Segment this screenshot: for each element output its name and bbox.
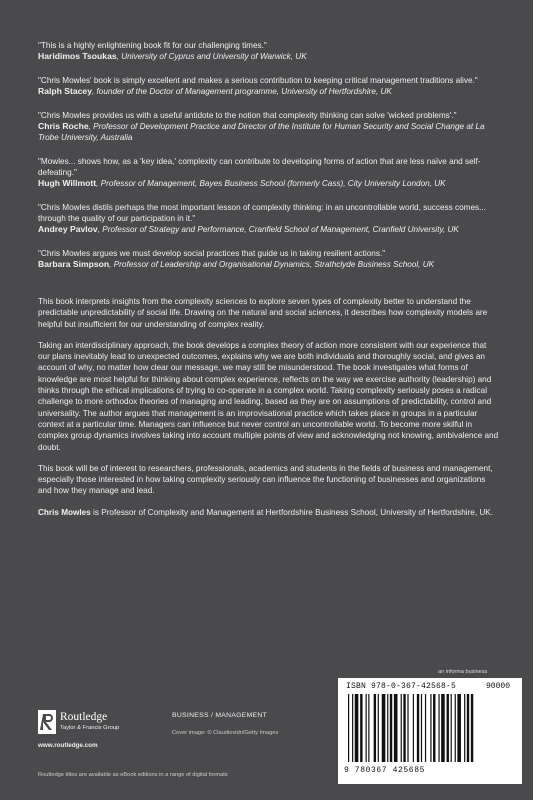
isbn-barcode-box: [338, 678, 522, 784]
isbn-text: [346, 682, 456, 691]
reviewer-name: Chris Roche: [38, 121, 89, 131]
description-paragraph: Taking an interdisciplinary approach, the book develops a complex theory of action more consistent with our experience that our plans inevitably lead to unexpected outcomes, explains why we are both individuals and thoroughly social, and gives an account of why, no matter how clear our message, we may still be misunderstood. The book investigates what forms of knowledge are most helpful for thinking about complex experience, reflects on the way we exercise authority (leadership) and thinks through the ethical implications of trying to co-operate in a complex world. Taking complexity seriously poses a radical challenge to more orthodox theories of managing and leading, based as they are on assumptions of predictability, control and universality. The author argues that management is an improvisational practice which takes place in groups in a particular context at a particular time. Managers can influence but never control an uncontrollable world. To become more skilful in complex group dynamics involves taking into account multiple points of view and acknowledging not knowing, ambivalence and doubt.: [38, 340, 499, 452]
isbn-addon: 90000: [486, 682, 511, 691]
review: [38, 75, 498, 97]
reviewer-name: Ralph Stacey: [38, 86, 92, 96]
review-quote: "Chris Mowles argues we must develop social practices that guide us in taking resilient actions.": [38, 249, 386, 258]
reviewer-affiliation: , University of Cyprus and University of Warwick, UK: [116, 52, 307, 61]
barcode-icon: [346, 694, 514, 768]
routledge-logo: [38, 710, 158, 736]
routledge-mark-icon: [38, 710, 56, 734]
book-category: BUSINESS / MANAGEMENT: [172, 712, 268, 719]
review-quote: "Mowles... shows how, as a 'key idea,' complexity can contribute to developing forms of action that are less naïve and self-defeating.": [38, 157, 481, 177]
reviewer-name: Barbara Simpson: [38, 259, 110, 269]
review-attribution: [38, 178, 498, 189]
review: [38, 248, 498, 270]
informa-tagline: an informa business: [438, 669, 488, 675]
reviewer-name: Hugh Willmott: [38, 178, 97, 188]
review: [38, 110, 498, 143]
reviewer-affiliation: , founder of the Doctor of Management programme, University of Hertfordshire, UK: [91, 87, 392, 96]
review: [38, 156, 498, 189]
reviewer-affiliation: , Professor of Management, Bayes Business School (formerly Cass), City University London, UK: [96, 179, 446, 188]
review-quote: "This is a highly enlightening book fit for our challenging times.": [38, 41, 267, 50]
review-attribution: [38, 86, 498, 97]
publisher-url: www.routledge.com: [38, 742, 98, 749]
review-quote: "Chris Mowles' book is simply excellent and makes a serious contribution to keeping critical management traditions alive.": [38, 76, 478, 85]
publisher-group: Taylor & Francis Group: [60, 725, 120, 731]
reviewer-affiliation: , Professor of Leadership and Organisational Dynamics, Strathclyde Business School, UK: [109, 260, 435, 269]
cover-credit: Cover image: © Claudiovidri/Getty Images: [172, 730, 279, 736]
description-paragraph: This book interprets insights from the complexity sciences to explore seven types of complexity better to understand the predictable unpredictability of social life. Drawing on the natural and social sciences, it describes how complexity models are helpful but insufficient for our understanding of complex reality.: [38, 297, 488, 329]
barcode-number: 9 780367 425685: [344, 766, 426, 775]
reviewer-name: Haridimos Tsoukas: [38, 51, 117, 61]
author-bio-text: is Professor of Complexity and Management at Hertfordshire Business School, University of Hertfordshire, UK.: [90, 507, 494, 517]
book-description: [38, 296, 500, 528]
description-paragraph: This book will be of interest to researchers, professionals, academics and students in the fields of business and management, especially those interested in how taking complexity seriously can influence the functioning of businesses and organizations and how they manage and lead.: [38, 463, 493, 496]
author-bio: [38, 507, 500, 518]
ebook-note: Routledge titles are available as eBook editions in a range of digital formats: [38, 772, 228, 778]
author-name: Chris Mowles: [38, 507, 91, 517]
review-attribution: [38, 121, 498, 143]
reviewer-affiliation: , Professor of Strategy and Performance, Cranfield School of Management, Cranfield University, UK: [97, 225, 459, 234]
reviews-section: [38, 40, 498, 283]
review-attribution: [38, 259, 498, 270]
review: [38, 40, 498, 62]
review: [38, 202, 498, 235]
publisher-name: Routledge: [60, 711, 108, 723]
review-attribution: [38, 224, 498, 235]
review-quote: "Chris Mowles provides us with a useful antidote to the notion that complexity thinking can solve 'wicked problems'.": [38, 111, 457, 120]
reviewer-affiliation: , Professor of Development Practice and Director of the Institute for Human Security and Social Change at La Trobe University, Australia: [38, 122, 485, 142]
reviewer-name: Andrey Pavlov: [38, 224, 98, 234]
review-attribution: [38, 51, 498, 62]
isbn-number: ISBN 978-0-367-42568-5: [346, 682, 457, 691]
review-quote: "Chris Mowles distils perhaps the most important lesson of complexity thinking: in an uncontrollable world, success comes... through the quality of our participation in it.": [38, 203, 486, 223]
